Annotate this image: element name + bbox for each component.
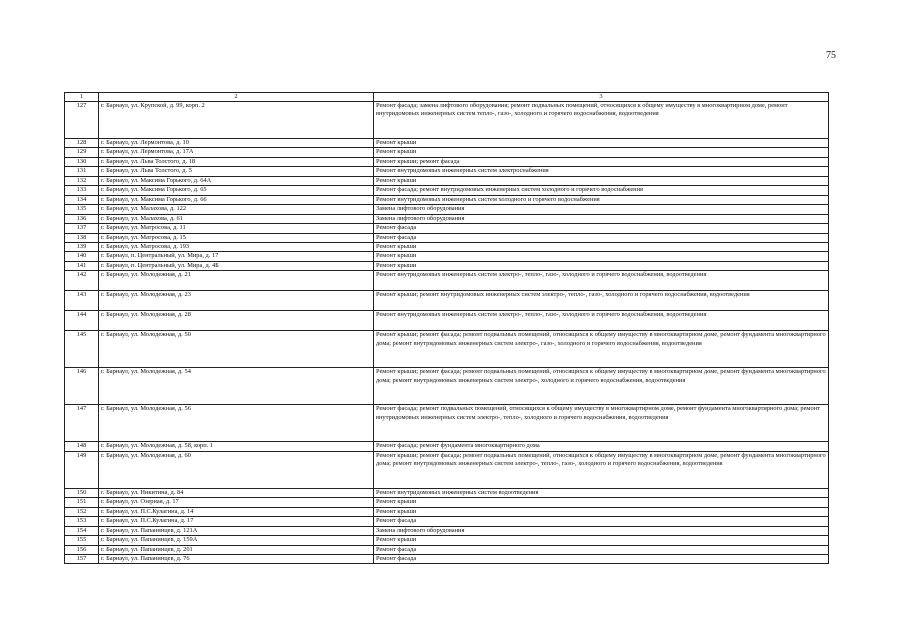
work-type-cell: Ремонт внутридомовых инженерных систем электро-, тепло-, газо-, холодного и горячего водоснабжения, водоотведения: [374, 271, 829, 291]
address-cell: г. Барнаул, ул. Малахова, д. 61: [99, 214, 374, 223]
address-cell: г. Барнаул, ул. Матросова, д. 15: [99, 233, 374, 242]
table-row: [65, 311, 829, 331]
address-cell: г. Барнаул, п. Центральный, ул. Мира, д. 17: [99, 252, 374, 261]
address-cell: г. Барнаул, ул. Никитина, д. 84: [99, 488, 374, 497]
repair-registry-table: [64, 92, 829, 564]
address-cell: г. Барнаул, ул. Папанинцев, д. 159А: [99, 536, 374, 545]
work-type-cell: Ремонт крыши: [374, 148, 829, 157]
address-cell: г. Барнаул, ул. Молодежная, д. 58, корп. 1: [99, 442, 374, 451]
work-type-cell: Замена лифтового оборудования: [374, 205, 829, 214]
column-header-3: 3: [374, 93, 829, 102]
address-cell: г. Барнаул, ул. Молодежная, д. 21: [99, 271, 374, 291]
work-type-cell: Ремонт фасада; ремонт фундамента многоквартирного дома: [374, 442, 829, 451]
table-row: [65, 102, 829, 139]
address-cell: г. Барнаул, ул. П.С.Кулагина, д. 14: [99, 507, 374, 516]
work-type-cell: Ремонт крыши: [374, 242, 829, 251]
work-type-cell: Ремонт крыши; ремонт внутридомовых инженерных систем электро-, тепло-, газо-, холодного и горячего водоснабжения, водоотведения: [374, 291, 829, 311]
row-number-cell: 127: [65, 102, 99, 139]
work-type-cell: Ремонт крыши; ремонт фасада; ремонт подвальных помещений, относящихся к общему имуществу в многоквартирном доме, ремонт фундамента многоквартирного дома; ремонт внутридомовых инженерных систем электро-, газо-, холодного и горячего водоснабжения, водоотведения: [374, 331, 829, 368]
row-number-cell: 157: [65, 554, 99, 563]
row-number-cell: 152: [65, 507, 99, 516]
row-number-cell: 141: [65, 261, 99, 270]
work-type-cell: Ремонт фасада: [374, 233, 829, 242]
row-number-cell: 134: [65, 195, 99, 204]
row-number-cell: 129: [65, 148, 99, 157]
table-row: [65, 442, 829, 451]
row-number-cell: 145: [65, 331, 99, 368]
row-number-cell: 139: [65, 242, 99, 251]
table-row: [65, 368, 829, 405]
work-type-cell: Ремонт крыши; ремонт фасада: [374, 157, 829, 166]
table-row: [65, 526, 829, 535]
address-cell: г. Барнаул, ул. Максима Горького, д. 64А: [99, 176, 374, 185]
address-cell: г. Барнаул, ул. Молодежная, д. 54: [99, 368, 374, 405]
table-row: [65, 261, 829, 270]
address-cell: г. Барнаул, ул. Молодежная, д. 50: [99, 331, 374, 368]
row-number-cell: 149: [65, 451, 99, 488]
row-number-cell: 143: [65, 291, 99, 311]
row-number-cell: 156: [65, 545, 99, 554]
work-type-cell: Ремонт внутридомовых инженерных систем холодного и горячего водоснабжения: [374, 195, 829, 204]
table-row: [65, 545, 829, 554]
table-row: [65, 507, 829, 516]
table-row: [65, 233, 829, 242]
table-row: [65, 517, 829, 526]
work-type-cell: Ремонт крыши; ремонт фасада; ремонт подвальных помещений, относящихся к общему имуществу в многоквартирном доме, ремонт фундамента многоквартирного дома; ремонт внутридомовых инженерных систем электро-, тепло-, газо-, холодного и горячего водоснабжения, водоотведения: [374, 451, 829, 488]
work-type-cell: Ремонт фасада; ремонт подвальных помещений, относящихся к общему имуществу в многоквартирном доме, ремонт фундамента многоквартирного дома; ремонт внутридомовых инженерных систем электро-, тепло-, холодного и горячего водоснабжения, водоотведения: [374, 405, 829, 442]
work-type-cell: Ремонт фасада; замена лифтового оборудования; ремонт подвальных помещений, относящихся к общему имуществу в многоквартирном доме, ремонт внутридомовых инженерных систем тепло-, газо-, холодного и горячего водоснабжения, водоотведения: [374, 102, 829, 139]
table-row: [65, 271, 829, 291]
work-type-cell: Ремонт внутридомовых инженерных систем электро-, тепло-, газо-, холодного и горячего водоснабжения, водоотведения: [374, 311, 829, 331]
work-type-cell: Замена лифтового оборудования: [374, 526, 829, 535]
table-row: [65, 139, 829, 148]
table-row: [65, 252, 829, 261]
row-number-cell: 147: [65, 405, 99, 442]
row-number-cell: 135: [65, 205, 99, 214]
table-header-row: [65, 93, 829, 102]
table-row: [65, 195, 829, 204]
address-cell: г. Барнаул, ул. Максима Горького, д. 65: [99, 186, 374, 195]
work-type-cell: Ремонт крыши: [374, 139, 829, 148]
address-cell: г. Барнаул, ул. Матросова, д. 11: [99, 224, 374, 233]
table-row: [65, 224, 829, 233]
row-number-cell: 140: [65, 252, 99, 261]
table-row: [65, 488, 829, 497]
work-type-cell: Ремонт фасада: [374, 554, 829, 563]
work-type-cell: Ремонт внутридомовых инженерных систем водоотведения: [374, 488, 829, 497]
address-cell: г. Барнаул, ул. Максима Горького, д. 66: [99, 195, 374, 204]
address-cell: г. Барнаул, ул. Молодежная, д. 28: [99, 311, 374, 331]
table-row: [65, 291, 829, 311]
work-type-cell: Ремонт крыши: [374, 507, 829, 516]
table-row: [65, 405, 829, 442]
work-type-cell: Ремонт фасада: [374, 224, 829, 233]
work-type-cell: Ремонт крыши: [374, 536, 829, 545]
column-header-2: 2: [99, 93, 374, 102]
address-cell: г. Барнаул, п. Центральный, ул. Мира, д. 4Б: [99, 261, 374, 270]
column-header-1: 1: [65, 93, 99, 102]
row-number-cell: 154: [65, 526, 99, 535]
row-number-cell: 146: [65, 368, 99, 405]
work-type-cell: Замена лифтового оборудования: [374, 214, 829, 223]
row-number-cell: 148: [65, 442, 99, 451]
address-cell: г. Барнаул, ул. Крупской, д. 99, корп. 2: [99, 102, 374, 139]
row-number-cell: 138: [65, 233, 99, 242]
table-row: [65, 167, 829, 176]
address-cell: г. Барнаул, ул. Малахова, д. 122: [99, 205, 374, 214]
row-number-cell: 130: [65, 157, 99, 166]
table-row: [65, 498, 829, 507]
table-row: [65, 214, 829, 223]
address-cell: г. Барнаул, ул. Молодежная, д. 60: [99, 451, 374, 488]
address-cell: г. Барнаул, ул. Лермонтова, д. 17А: [99, 148, 374, 157]
address-cell: г. Барнаул, ул. Озерная, д. 17: [99, 498, 374, 507]
table-row: [65, 331, 829, 368]
row-number-cell: 155: [65, 536, 99, 545]
work-type-cell: Ремонт фасада: [374, 545, 829, 554]
table-row: [65, 242, 829, 251]
table-row: [65, 157, 829, 166]
work-type-cell: Ремонт крыши: [374, 252, 829, 261]
address-cell: г. Барнаул, ул. Молодежная, д. 56: [99, 405, 374, 442]
work-type-cell: Ремонт фасада; ремонт внутридомовых инженерных систем холодного и горячего водоснабжения: [374, 186, 829, 195]
address-cell: г. Барнаул, ул. Молодежная, д. 23: [99, 291, 374, 311]
address-cell: г. Барнаул, ул. Льва Толстого, д. 5: [99, 167, 374, 176]
row-number-cell: 137: [65, 224, 99, 233]
row-number-cell: 131: [65, 167, 99, 176]
table-row: [65, 148, 829, 157]
row-number-cell: 142: [65, 271, 99, 291]
address-cell: г. Барнаул, ул. Папанинцев, д. 76: [99, 554, 374, 563]
table-row: [65, 451, 829, 488]
table-row: [65, 176, 829, 185]
row-number-cell: 133: [65, 186, 99, 195]
row-number-cell: 136: [65, 214, 99, 223]
address-cell: г. Барнаул, ул. Льва Толстого, д. 18: [99, 157, 374, 166]
row-number-cell: 151: [65, 498, 99, 507]
work-type-cell: Ремонт фасада: [374, 517, 829, 526]
work-type-cell: Ремонт крыши: [374, 176, 829, 185]
work-type-cell: Ремонт крыши; ремонт фасада; ремонт подвальных помещений, относящихся к общему имуществу в многоквартирном доме, ремонт фундамента многоквартирного дома; ремонт внутридомовых инженерных систем электро-, холодного и горячего водоснабжения, водоотведения: [374, 368, 829, 405]
table-row: [65, 205, 829, 214]
page-number: 75: [826, 50, 836, 61]
row-number-cell: 132: [65, 176, 99, 185]
table-row: [65, 554, 829, 563]
address-cell: г. Барнаул, ул. Папанинцев, д. 201: [99, 545, 374, 554]
table-row: [65, 536, 829, 545]
row-number-cell: 128: [65, 139, 99, 148]
address-cell: г. Барнаул, ул. П.С.Кулагина, д. 17: [99, 517, 374, 526]
table-row: [65, 186, 829, 195]
address-cell: г. Барнаул, ул. Папанинцев, д. 121А: [99, 526, 374, 535]
address-cell: г. Барнаул, ул. Лермонтова, д. 10: [99, 139, 374, 148]
row-number-cell: 150: [65, 488, 99, 497]
address-cell: г. Барнаул, ул. Матросова, д. 193: [99, 242, 374, 251]
work-type-cell: Ремонт внутридомовых инженерных систем электроснабжения: [374, 167, 829, 176]
work-type-cell: Ремонт крыши: [374, 261, 829, 270]
row-number-cell: 153: [65, 517, 99, 526]
work-type-cell: Ремонт крыши: [374, 498, 829, 507]
row-number-cell: 144: [65, 311, 99, 331]
